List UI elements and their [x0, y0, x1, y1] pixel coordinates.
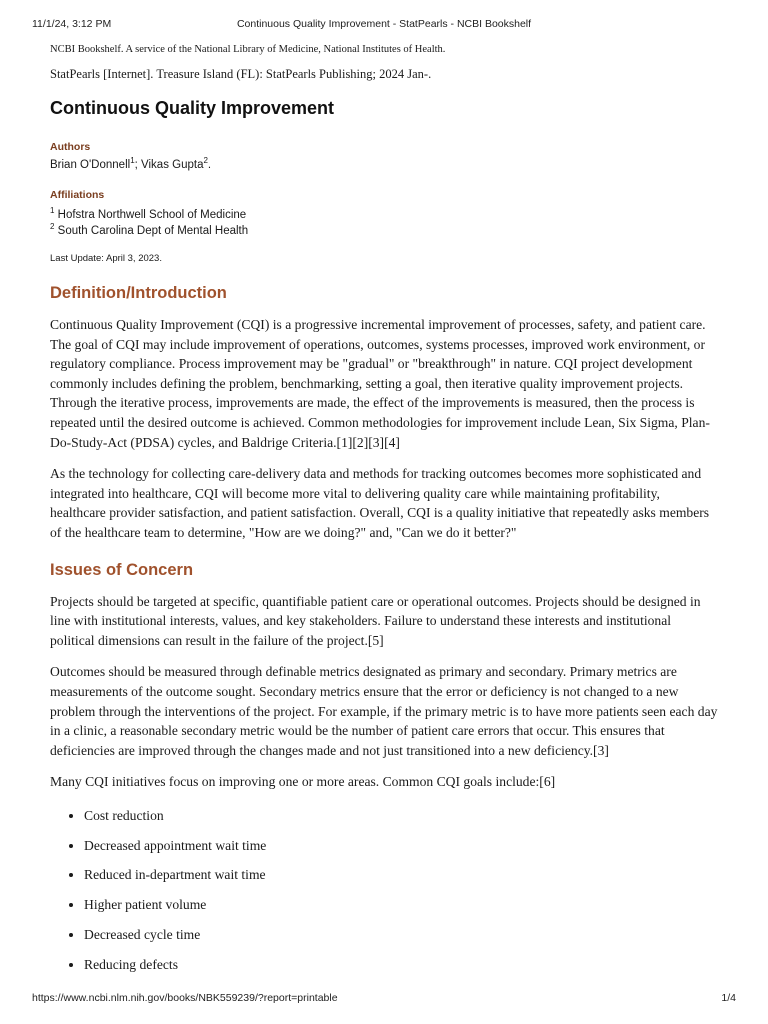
list-item: • Reducing defects: [84, 955, 718, 985]
article-title: Continuous Quality Improvement: [50, 98, 335, 118]
list-item: • Reduced in-department wait time: [84, 865, 718, 895]
print-date: 11/1/24, 3:12 PM: [32, 18, 112, 30]
author-separator: ;: [134, 159, 142, 171]
affiliation-text: Hofstra Northwell School of Medicine: [54, 209, 247, 221]
list-item: • Cost reduction: [84, 806, 718, 836]
paragraph: Continuous Quality Improvement (CQI) is a progressive incremental improvement of processes, safety, and patient care. The goal of CQI may include improvement of operations, outcomes, systems processes, improved work environment, or regulatory compliance. Process improvement may be "gradual" or "breakthrough" in nature. CQI project development commonly includes defining the problem, benchmarking, setting a goal, then iterative quality improvement projects. Through the iterative process, improvements are made, the effect of the improvements is measured, then the process is repeated until the desired outcome is achieved. Common methodologies for improvement include Lean, Six Sigma, Plan-Do-Study-Act (PDSA) cycles, and Baldrige Criteria.[1][2][3][4]: [50, 317, 710, 450]
list-item: • Decreased cycle time: [84, 925, 718, 955]
section-heading-definition: Definition/Introduction: [50, 284, 227, 302]
author-separator: .: [207, 159, 212, 171]
paragraph: Outcomes should be measured through definable metrics designated as primary and secondary. Primary metrics are measurements of the outcome sought. Secondary metrics ensure that the error or deficiency is not changed to a new problem through the interventions of the project. For example, if the primary metric is to have more patients seen each day in a clinic, a reasonable secondary metric would be the number of patient care errors that occur. This ensures that deficiencies are improved through the changes made and not just transitioned into a new deficiency.[3]: [50, 664, 718, 758]
cqi-goals-list: [50, 806, 718, 985]
affiliations-label: Affiliations: [50, 189, 105, 201]
print-page-title: Continuous Quality Improvement - StatPearls - NCBI Bookshelf: [236, 18, 532, 30]
affiliation-number: 1: [50, 206, 55, 216]
section-heading-issues: Issues of Concern: [50, 560, 194, 579]
print-url[interactable]: https://www.ncbi.nlm.nih.gov/books/NBK559239/?report=printable: [32, 992, 338, 1004]
paragraph: Many CQI initiatives focus on improving one or more areas. Common CQI goals include:[6]: [50, 774, 556, 790]
affiliation-text: South Carolina Dept of Mental Health: [54, 225, 249, 237]
list-item: • Decreased appointment wait time: [84, 836, 718, 866]
article-content: [50, 44, 718, 985]
authors-label: Authors: [50, 141, 91, 153]
print-footer: [32, 992, 736, 1006]
paragraph: As the technology for collecting care-delivery data and methods for tracking outcomes becomes more sophisticated and integrated into healthcare, CQI will become more vital to delivering quality care while maintaining profitability, healthcare provider satisfaction, and patient satisfaction. Overall, CQI is a quality initiative that repeatedly asks members of the healthcare team to determine, "How are we doing?" and, "Can we do it better?": [50, 466, 710, 540]
affiliation-item: [50, 223, 718, 239]
page-number: 1/4: [721, 992, 736, 1004]
author-affil-ref: 2: [203, 156, 208, 166]
affiliation-item: [50, 207, 718, 223]
affiliation-number: 2: [50, 222, 55, 232]
affiliations-list: [50, 207, 718, 239]
bookshelf-line: NCBI Bookshelf. A service of the National Library of Medicine, National Institutes of Health.: [50, 44, 446, 55]
author-name[interactable]: Brian O'Donnell: [50, 159, 131, 171]
authors-list: [50, 156, 718, 171]
publication-line: StatPearls [Internet]. Treasure Island (FL): StatPearls Publishing; 2024 Jan-.: [50, 67, 432, 81]
last-update: Last Update: April 3, 2023.: [50, 253, 162, 264]
author-affil-ref: 1: [130, 156, 135, 166]
paragraph: Projects should be targeted at specific, quantifiable patient care or operational outcomes. Projects should be designed in line with institutional interests, values, and key stakeholders. Failure to understand these interests and institutional political dimensions can result in the failure of the project.[5]: [50, 593, 701, 648]
list-item: • Higher patient volume: [84, 895, 718, 925]
print-header: [32, 18, 736, 32]
author-name[interactable]: Vikas Gupta: [141, 159, 204, 171]
